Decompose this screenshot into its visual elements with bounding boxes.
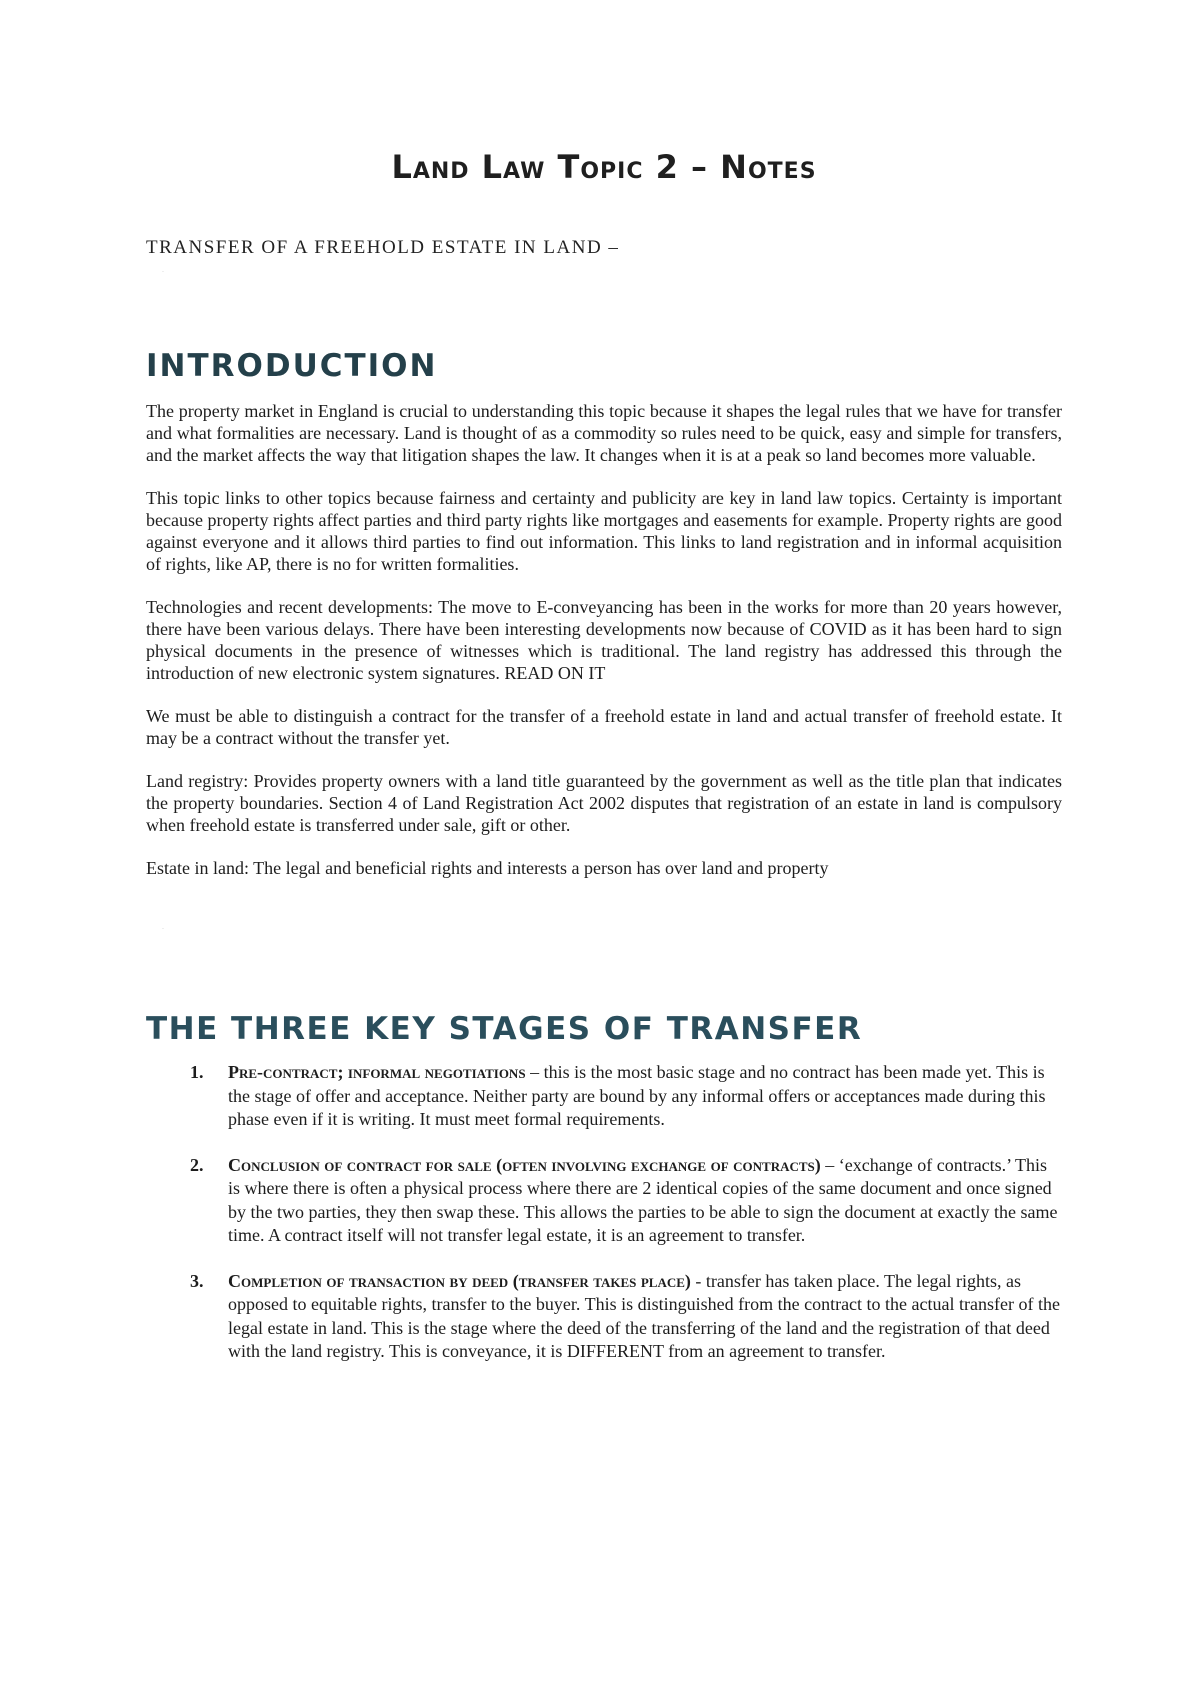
- stage-description: – this is the most basic stage and no contract has been made yet. This is the stage of offer and acceptance. Neither party are bound by any informal offers or acceptances made during this phase even if it is writing. It must meet formal requirements.: [228, 1062, 1046, 1129]
- stages-heading: THE THREE KEY STAGES OF TRANSFER: [146, 1011, 863, 1047]
- stage-title: Completion of transaction by deed (transfer takes place): [228, 1270, 691, 1291]
- introduction-heading: INTRODUCTION: [146, 348, 438, 384]
- document-title: Land Law Topic 2 – Notes: [391, 148, 817, 186]
- stage-description: – ‘exchange of contracts.’ This is where there is often a physical process where there are 2 identical copies of the same document and once signed by the two parties, they then swap these. This allows the parties to be able to sign the document at exactly the same time. A contract itself will not transfer legal estate, it is an agreement to transfer.: [228, 1154, 1058, 1245]
- stages-list: [146, 1061, 1062, 1364]
- stage-item-pre-contract: [146, 1061, 1062, 1132]
- stage-number: 2.: [190, 1154, 204, 1175]
- document-body: [146, 142, 1062, 1386]
- stage-title: Pre-contract; informal negotiations: [228, 1062, 526, 1082]
- intro-paragraph-distinguish: We must be able to distinguish a contract for the transfer of a freehold estate in land and actual transfer of freehold estate. It may be a contract without the transfer yet.: [146, 706, 1062, 748]
- stage-description: - transfer has taken place. The legal rights, as opposed to equitable rights, transfer to the buyer. This is distinguished from the contract to the actual transfer of the legal estate in land. This is the stage where the deed of the transferring of the land and the registration of that deed with the land registry. This is conveyance, it is DIFFERENT from an agreement to transfer.: [228, 1270, 1060, 1361]
- document-subtitle: TRANSFER OF A FREEHOLD ESTATE IN LAND –: [146, 237, 620, 258]
- intro-paragraph-technologies: Technologies and recent developments: The move to E-conveyancing has been in the works for more than 20 years however, there have been various delays. There have been interesting developments now because of COVID as it has been hard to sign physical documents in the presence of witnesses which is traditional. The land registry has addressed this through the introduction of new electronic system signatures. READ ON IT: [146, 597, 1062, 683]
- intro-paragraph-land-registry: Land registry: Provides property owners with a land title guaranteed by the government as well as the title plan that indicates the property boundaries. Section 4 of Land Registration Act 2002 disputes that registration of an estate in land is compulsory when freehold estate is transferred under sale, gift or other.: [146, 771, 1062, 835]
- stage-number: 3.: [190, 1270, 204, 1291]
- stage-item-completion-by-deed: [146, 1270, 1062, 1364]
- intro-paragraph-links: This topic links to other topics because fairness and certainty and publicity are key in land law topics. Certainty is important because property rights affect parties and third party rights like mortgages and easements for example. Property rights are good against everyone and it allows third parties to find out information. This links to land registration and in informal acquisition of rights, like AP, there is no for written formalities.: [146, 488, 1062, 574]
- stage-item-conclusion-of-contract: [146, 1154, 1062, 1248]
- stage-title: Conclusion of contract for sale (often involving exchange of contracts): [228, 1154, 821, 1175]
- paragraph-marker: ·: [162, 926, 164, 932]
- stage-number: 1.: [190, 1062, 204, 1082]
- intro-paragraph-market: The property market in England is crucial to understanding this topic because it shapes the legal rules that we have for transfer and what formalities are necessary. Land is thought of as a commodity so rules need to be quick, easy and simple for transfers, and the market affects the way that litigation shapes the law. It changes when it is at a peak so land becomes more valuable.: [146, 401, 1062, 465]
- intro-paragraph-estate-in-land: Estate in land: The legal and beneficial rights and interests a person has over land and property: [146, 858, 829, 878]
- paragraph-marker: ·: [162, 269, 164, 275]
